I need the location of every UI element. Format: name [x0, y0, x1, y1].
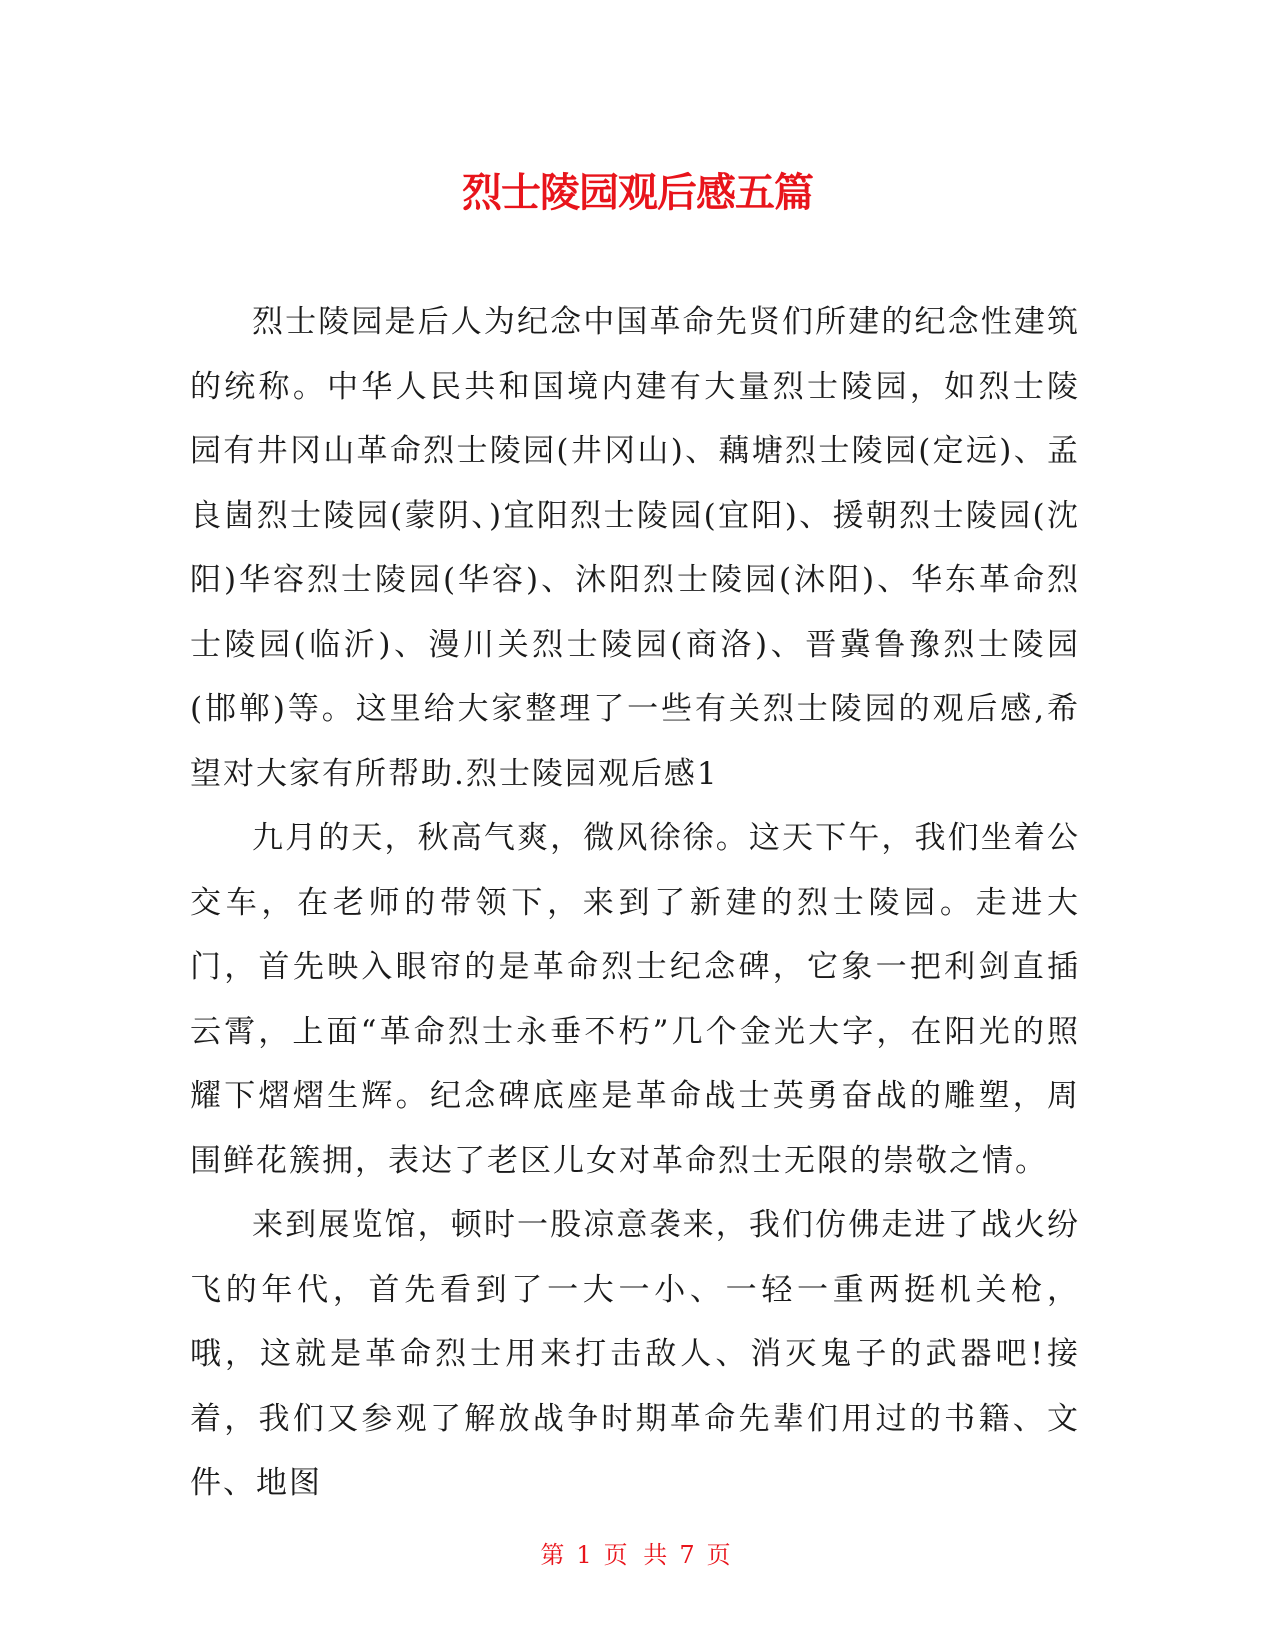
- footer-total-pages: 7: [679, 1541, 699, 1569]
- document-body: [190, 290, 1080, 1516]
- document-title: 烈士陵园观后感五篇: [462, 170, 813, 216]
- footer-suffix: 页: [706, 1541, 735, 1569]
- footer-prefix: 第: [540, 1541, 569, 1569]
- footer-middle: 页 共: [603, 1541, 672, 1569]
- footer-page-number: 1: [576, 1541, 596, 1569]
- paragraph-exhibition: 来到展览馆，顿时一股凉意袭来，我们仿佛走进了战火纷飞的年代，首先看到了一大一小、一轻一重两挺机关枪，哦，这就是革命烈士用来打击敌人、消灭鬼子的武器吧!接着，我们又参观了解放战争时期革命先辈们用过的书籍、文件、地图: [190, 1207, 1080, 1501]
- page-footer: [0, 1540, 1275, 1570]
- paragraph-visit: 九月的天，秋高气爽，微风徐徐。这天下午，我们坐着公交车，在老师的带领下，来到了新建的烈士陵园。走进大门，首先映入眼帘的是革命烈士纪念碑，它象一把利剑直插云霄，上面“革命烈士永垂不朽”几个金光大字，在阳光的照耀下熠熠生辉。纪念碑底座是革命战士英勇奋战的雕塑，周围鲜花簇拥，表达了老区儿女对革命烈士无限的崇敬之情。: [190, 820, 1080, 1179]
- paragraph-intro: 烈士陵园是后人为纪念中国革命先贤们所建的纪念性建筑的统称。中华人民共和国境内建有大量烈士陵园，如烈士陵园有井冈山革命烈士陵园(井冈山)、藕塘烈士陵园(定远)、孟良崮烈士陵园(蒙阴、)宜阳烈士陵园(宜阳)、援朝烈士陵园(沈阳)华容烈士陵园(华容)、沐阳烈士陵园(沐阳)、华东革命烈士陵园(临沂)、漫川关烈士陵园(商洛)、晋冀鲁豫烈士陵园(邯郸)等。这里给大家整理了一些有关烈士陵园的观后感,希望对大家有所帮助.烈士陵园观后感1: [190, 304, 1080, 792]
